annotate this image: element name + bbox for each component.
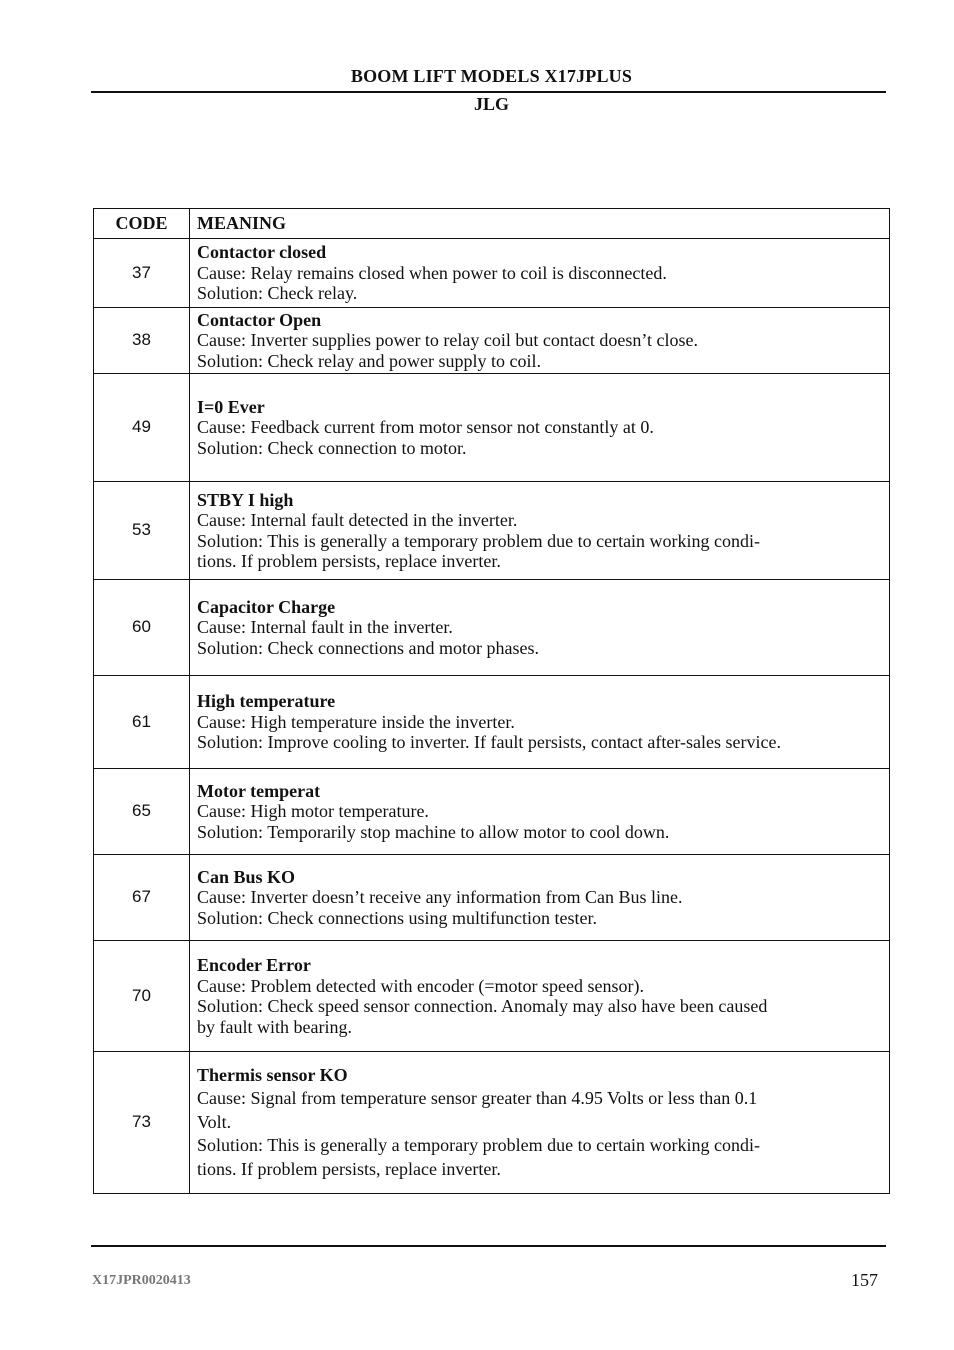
fault-cause: Cause: Feedback current from motor sensor not constantly at 0. — [197, 417, 654, 438]
meaning-cell — [190, 769, 890, 855]
table-row — [94, 855, 890, 941]
error-code-cell: 70 — [94, 941, 190, 1052]
fault-cause: Cause: Signal from temperature sensor greater than 4.95 Volts or less than 0.1 — [197, 1088, 758, 1109]
error-code-cell: 60 — [94, 580, 190, 676]
fault-detail-line: Solution: Check relay and power supply to coil. — [197, 350, 541, 371]
error-code-cell: 38 — [94, 308, 190, 374]
fault-title: Contactor Open — [197, 309, 322, 330]
fault-title: Capacitor Charge — [197, 596, 336, 617]
error-code-cell: 53 — [94, 482, 190, 580]
column-header-code: CODE — [94, 209, 190, 239]
page-header-title: BOOM LIFT MODELS X17JPLUS — [350, 66, 633, 86]
table-row — [94, 374, 890, 482]
fault-detail-line: Solution: Temporarily stop machine to allow motor to cool down. — [197, 821, 670, 842]
error-code-cell: 61 — [94, 676, 190, 769]
table-row — [94, 769, 890, 855]
table-row — [94, 482, 890, 580]
page-number: 157 — [851, 1270, 878, 1290]
fault-detail-line: Solution: This is generally a temporary problem due to certain working condi- — [197, 1135, 761, 1156]
document-code: X17JPR0020413 — [92, 1273, 191, 1288]
error-code-cell: 37 — [94, 239, 190, 308]
fault-cause: Cause: Inverter supplies power to relay coil but contact doesn’t close. — [197, 330, 699, 351]
fault-detail-line: Solution: Check relay. — [197, 283, 358, 304]
error-code-cell: 73 — [94, 1052, 190, 1194]
meaning-cell — [190, 374, 890, 482]
fault-cause: Cause: Internal fault detected in the inverter. — [197, 510, 518, 530]
table-row — [94, 941, 890, 1052]
fault-cause: Cause: Problem detected with encoder (=motor speed sensor). — [197, 975, 645, 996]
fault-title: Can Bus KO — [197, 866, 296, 887]
fault-detail-line: Volt. — [197, 1111, 232, 1132]
fault-detail-line: tions. If problem persists, replace inverter. — [197, 551, 501, 571]
fault-cause: Cause: Relay remains closed when power to coil is disconnected. — [197, 262, 667, 283]
error-code-table — [93, 208, 890, 1194]
fault-detail-line: by fault with bearing. — [197, 1016, 352, 1037]
fault-title: Thermis sensor KO — [197, 1064, 348, 1085]
fault-detail-line: Solution: Check connections and motor phases. — [197, 637, 539, 658]
fault-detail-line: Solution: This is generally a temporary problem due to certain working condi- — [197, 530, 761, 551]
fault-detail-line: Solution: Improve cooling to inverter. If fault persists, contact after-sales service. — [197, 732, 781, 753]
meaning-cell — [190, 855, 890, 941]
meaning-cell — [190, 308, 890, 374]
column-header-meaning: MEANING — [190, 209, 890, 239]
meaning-cell — [190, 676, 890, 769]
table-row — [94, 580, 890, 676]
error-code-cell: 49 — [94, 374, 190, 482]
fault-title: STBY I high — [197, 489, 294, 510]
meaning-cell — [190, 1052, 890, 1194]
footer-divider — [91, 1245, 886, 1247]
meaning-cell — [190, 239, 890, 308]
table-header-row — [94, 209, 890, 239]
fault-detail-line: Solution: Check connection to motor. — [197, 437, 467, 458]
page-header-brand: JLG — [473, 94, 509, 114]
table-row — [94, 239, 890, 308]
header-divider — [91, 91, 886, 93]
table-row — [94, 308, 890, 374]
fault-cause: Cause: High temperature inside the inverter. — [197, 711, 515, 732]
fault-cause: Cause: Internal fault in the inverter. — [197, 617, 453, 638]
fault-detail-line: Solution: Check speed sensor connection. Anomaly may also have been caused — [197, 996, 768, 1016]
meaning-cell — [190, 941, 890, 1052]
fault-cause: Cause: High motor temperature. — [197, 801, 429, 822]
table-row — [94, 1052, 890, 1194]
error-code-cell: 67 — [94, 855, 190, 941]
fault-title: I=0 Ever — [197, 396, 265, 417]
fault-title: Motor temperat — [197, 780, 321, 801]
fault-title: High temperature — [197, 691, 336, 712]
fault-title: Contactor closed — [197, 242, 327, 263]
table-row — [94, 676, 890, 769]
fault-cause: Cause: Inverter doesn’t receive any information from Can Bus line. — [197, 887, 683, 908]
meaning-cell — [190, 482, 890, 580]
meaning-cell — [190, 580, 890, 676]
fault-title: Encoder Error — [197, 955, 311, 975]
error-code-cell: 65 — [94, 769, 190, 855]
fault-detail-line: tions. If problem persists, replace inverter. — [197, 1158, 501, 1179]
fault-detail-line: Solution: Check connections using multifunction tester. — [197, 907, 597, 928]
